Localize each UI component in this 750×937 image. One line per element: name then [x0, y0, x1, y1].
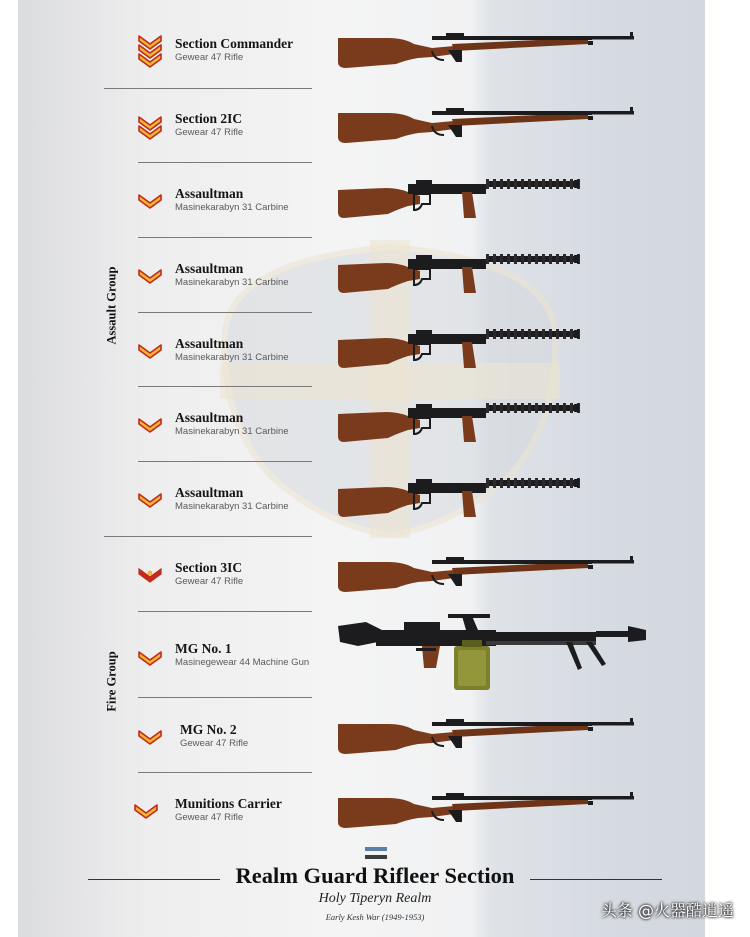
chevron-with-pip-icon [136, 560, 164, 601]
rifle-icon [336, 784, 636, 835]
single-chevron-icon [136, 643, 164, 684]
watermark: 头条 @火器酷逍遥 [600, 901, 734, 920]
single-chevron-icon [132, 796, 160, 837]
weapon-name: Masinekarabyn 31 Carbine [175, 501, 289, 512]
carbine-icon [336, 324, 581, 375]
weapon-name: Gewear 47 Rifle [175, 812, 244, 823]
single-chevron-icon [136, 410, 164, 451]
poster-title: Realm Guard Rifleer Section [235, 863, 515, 888]
member-row [0, 479, 705, 553]
double-chevron-icon [136, 111, 164, 152]
weapon-name: Gewear 47 Rifle [175, 576, 244, 587]
single-chevron-icon [136, 186, 164, 227]
member-row [0, 180, 705, 254]
role-name: MG No. 2 [180, 722, 237, 737]
role-name: Section 2IC [175, 111, 243, 126]
row-divider [138, 312, 312, 313]
role-name: Munitions Carrier [175, 796, 282, 811]
group-label-fire: Fire Group [104, 651, 119, 712]
row-divider [138, 611, 312, 612]
rifle-icon [336, 99, 636, 150]
single-chevron-icon [136, 722, 164, 763]
rifle-icon [336, 24, 636, 75]
weapon-name: Masinekarabyn 31 Carbine [175, 352, 289, 363]
role-name: Assaultman [175, 186, 244, 201]
member-row [0, 105, 705, 179]
weapon-name: Gewear 47 Rifle [180, 738, 249, 749]
row-divider [138, 386, 312, 387]
group-label-assault: Assault Group [104, 266, 119, 345]
triple-chevron-icon [136, 34, 164, 75]
role-name: Assaultman [175, 336, 244, 351]
row-divider [104, 536, 312, 537]
role-name: Assaultman [175, 410, 244, 425]
role-name: Assaultman [175, 485, 244, 500]
row-divider [104, 88, 312, 89]
weapon-name: Masinekarabyn 31 Carbine [175, 277, 289, 288]
realm-flag-icon [365, 847, 387, 859]
row-divider [138, 162, 312, 163]
row-divider [138, 697, 312, 698]
row-divider [138, 461, 312, 462]
role-name: MG No. 1 [175, 641, 232, 656]
role-name: Assaultman [175, 261, 244, 276]
carbine-icon [336, 473, 581, 524]
member-row [0, 790, 705, 864]
carbine-icon [336, 249, 581, 300]
role-name: Section 3IC [175, 560, 243, 575]
rifle-icon [336, 710, 636, 761]
poster-caption: Early Kesh War (1949-1953) [325, 912, 425, 922]
single-chevron-icon [136, 485, 164, 526]
carbine-icon [336, 174, 581, 225]
row-divider [138, 772, 312, 773]
carbine-icon [336, 398, 581, 449]
member-row [0, 404, 705, 478]
weapon-name: Masinekarabyn 31 Carbine [175, 202, 289, 213]
role-name: Section Commander [175, 36, 294, 51]
row-divider [138, 237, 312, 238]
single-chevron-icon [136, 261, 164, 302]
weapon-name: Gewear 47 Rifle [175, 52, 244, 63]
member-row [0, 30, 705, 104]
machine-gun-icon [336, 612, 648, 697]
weapon-name: Gewear 47 Rifle [175, 127, 244, 138]
single-chevron-icon [136, 336, 164, 377]
poster-subtitle: Holy Tiperyn Realm [318, 891, 432, 906]
weapon-name: Masinegewear 44 Machine Gun [175, 657, 310, 668]
weapon-name: Masinekarabyn 31 Carbine [175, 426, 289, 437]
rifle-icon [336, 548, 636, 599]
